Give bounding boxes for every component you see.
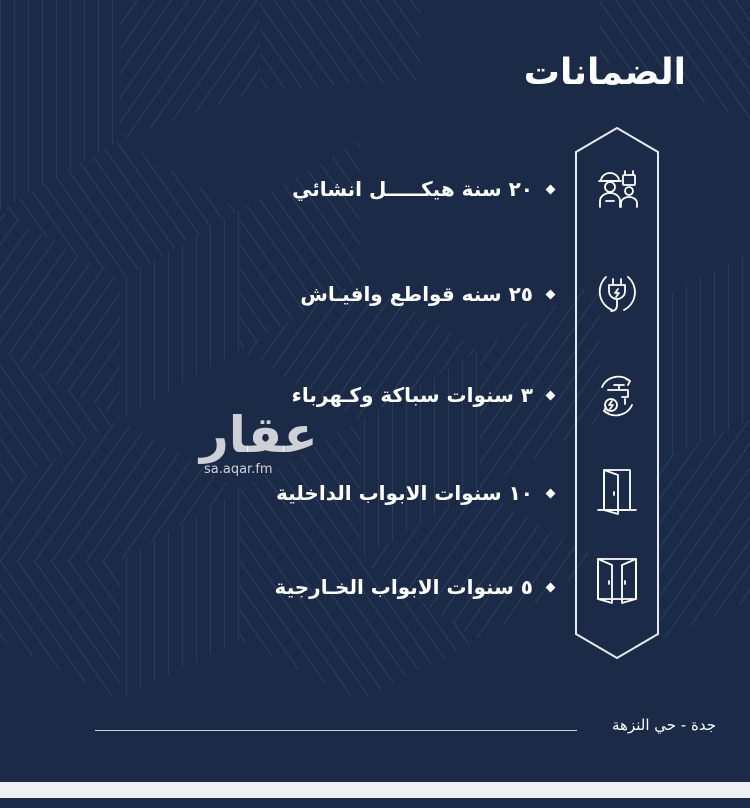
warranty-item-exterior-doors — [274, 575, 554, 599]
electric-plug-icon — [592, 267, 642, 317]
warranty-text: ٣ سنوات سباكة وكـهرباء — [291, 383, 533, 407]
warranty-item-interior-doors — [276, 481, 554, 505]
aqar-watermark — [200, 406, 318, 477]
warranty-item-structure — [292, 177, 554, 201]
warranty-item-plumbing — [292, 383, 554, 407]
warranty-text: ١٠ سنوات الابواب الداخلية — [275, 481, 533, 505]
bullet-diamond — [546, 582, 556, 592]
next-image-edge — [0, 798, 750, 808]
exterior-double-door-icon — [592, 555, 642, 605]
interior-door-icon — [592, 466, 642, 516]
construction-workers-icon — [592, 163, 642, 213]
warranty-text: ٢٥ سنه قواطع وافيـاش — [300, 282, 533, 306]
faucet-electricity-icon — [592, 371, 642, 421]
bullet-diamond — [546, 390, 556, 400]
watermark-logo: عقار — [200, 406, 318, 464]
watermark-url: sa.aqar.fm — [204, 462, 273, 477]
bullet-diamond — [546, 289, 556, 299]
location-label: جدة - حي النزهة — [612, 716, 716, 734]
warranty-text: ٢٠ سنة هيكـــــل انشائي — [292, 177, 533, 201]
page-title: الضمانات — [523, 52, 686, 93]
bullet-diamond — [546, 184, 556, 194]
bullet-diamond — [546, 488, 556, 498]
warranty-item-breakers — [300, 282, 554, 306]
warranty-text: ٥ سنوات الابواب الخـارجية — [274, 575, 533, 599]
footer-divider — [95, 730, 577, 731]
